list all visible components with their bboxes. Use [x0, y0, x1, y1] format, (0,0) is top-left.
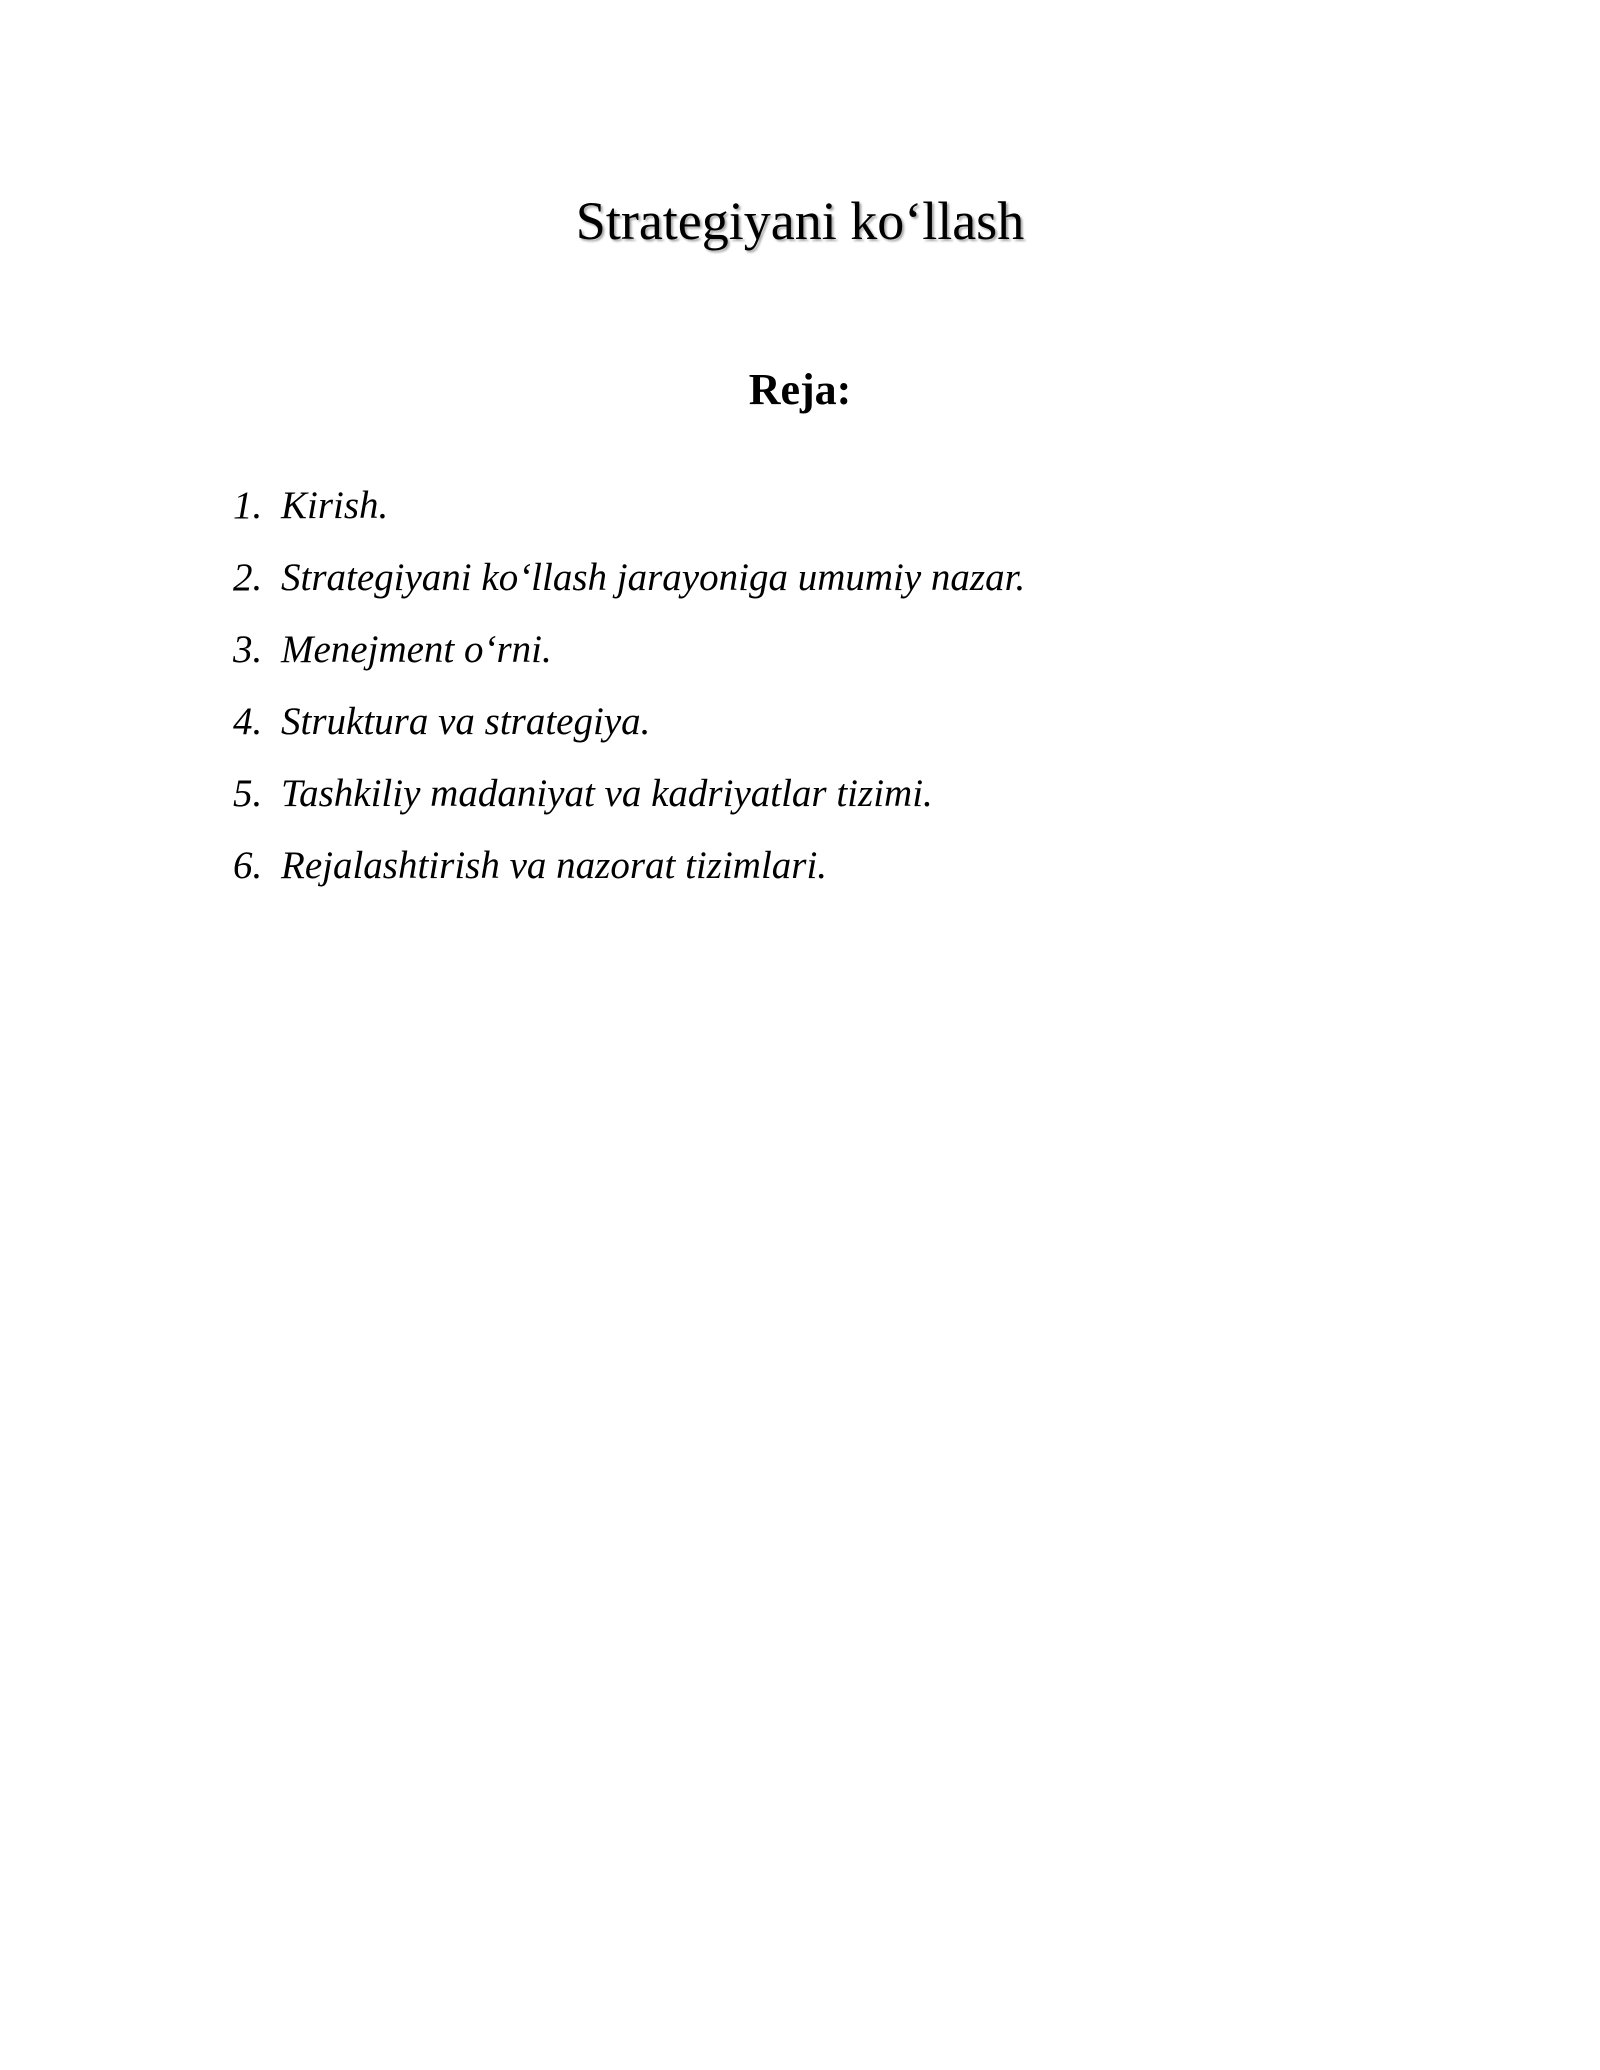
- plan-item-1: [233, 482, 1433, 554]
- plan-item-text: Kirish.: [281, 484, 389, 527]
- plan-item-6: [233, 842, 1433, 914]
- document-title: Strategiyani ko‘llash: [575, 191, 1025, 251]
- plan-item-text: Tashkiliy madaniyat va kadriyatlar tizimi.: [281, 772, 933, 815]
- plan-item-5: [233, 770, 1433, 842]
- plan-item-text: Struktura va strategiya.: [281, 700, 651, 743]
- plan-item-number: 5.: [233, 772, 263, 815]
- plan-item-number: 4.: [233, 700, 263, 743]
- plan-item-text: Rejalashtirish va nazorat tizimlari.: [281, 844, 828, 887]
- plan-list: [233, 482, 1433, 914]
- plan-item-number: 3.: [233, 628, 263, 671]
- plan-heading: Reja:: [748, 365, 852, 414]
- plan-item-text: Menejment o‘rni.: [281, 628, 552, 671]
- plan-item-text: Strategiyani ko‘llash jarayoniga umumiy nazar.: [281, 556, 1026, 599]
- plan-item-3: [233, 626, 1433, 698]
- plan-item-number: 6.: [233, 844, 263, 887]
- plan-item-number: 1.: [233, 484, 263, 527]
- plan-item-4: [233, 698, 1433, 770]
- plan-item-2: [233, 554, 1433, 626]
- plan-item-number: 2.: [233, 556, 263, 599]
